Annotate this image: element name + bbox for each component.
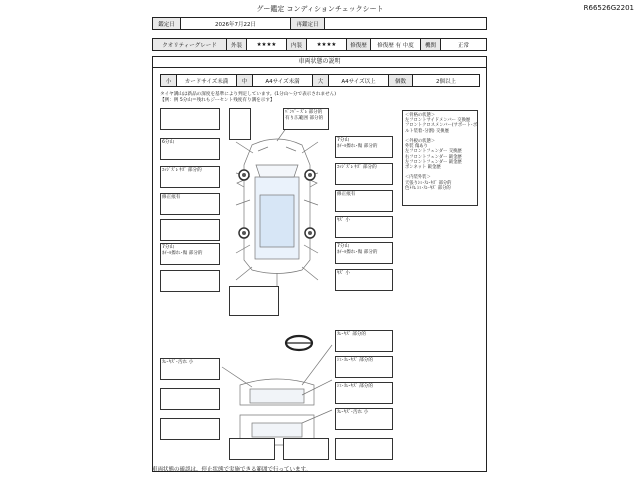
- left-top-box: [160, 108, 220, 130]
- interior-right-box-2: [335, 382, 393, 404]
- document-title: グー鑑定 コンディションチェックシート: [256, 5, 384, 13]
- size-large-label: 大: [313, 75, 329, 87]
- right-front-fender-label: ｴｯｼﾞｽﾞﾚ ｷｽﾞ 部分的: [337, 165, 377, 170]
- size-legend-table: [160, 74, 480, 87]
- right-repair-box: [335, 190, 393, 212]
- center-bottom-box: [283, 438, 329, 460]
- note-line: 左フロントフェンダー 交換歴: [405, 149, 462, 155]
- note-line: フロントクロスメンバー(サポート･ボ: [405, 123, 478, 129]
- right-front-tire-label-2: ﾎｲｰﾙ擦れ･傷 部分的: [337, 143, 378, 149]
- driver-seat-box: [160, 358, 220, 380]
- note-line: 右フロントフェンダー 鈑金歴: [405, 154, 462, 160]
- note-line: ルト装着･分割) 交換歴: [405, 128, 449, 134]
- left-rear-tire-box: [160, 243, 220, 265]
- size-medium-label: 中: [237, 75, 253, 87]
- condition-notes-box: [402, 110, 478, 206]
- interior-stars: ★★★★: [307, 39, 347, 51]
- note-line: ＜内装外装＞: [405, 175, 431, 181]
- repair-history-value: 修復歴 有 中度: [371, 39, 421, 51]
- interior-right-box-1: [335, 356, 393, 378]
- tire-note-1: タイヤ溝山は新品の深度を基準により判定しています。(1分山～分で表示されません): [160, 92, 337, 97]
- interior-right-label-2: ｼﾐ･ｽﾚ･ｷｽﾞ 部分的: [337, 384, 373, 389]
- left-front-fender-label: ｴｯｼﾞｽﾞﾚ ｷｽﾞ 部分的: [162, 168, 202, 173]
- repair-history-label: 修復歴: [347, 39, 371, 51]
- right-rear-quarter-label: ｷｽﾞ 小: [337, 271, 350, 276]
- right-door-label: ｷｽﾞ 小: [337, 218, 350, 223]
- note-line: ＜骨格の状態＞: [405, 113, 436, 118]
- note-line: 天張りｼﾐ･ｽﾚ･ｷｽﾞ 部分的: [405, 180, 452, 186]
- steering-box: [335, 330, 393, 352]
- left-front-corner-box: [229, 108, 251, 140]
- front-bumper-label-2: 有り広範囲 部分的: [285, 115, 324, 121]
- right-rear-quarter-box: [335, 269, 393, 291]
- interior-right-label-1: ｼﾐ･ｽﾚ･ｷｽﾞ 部分的: [337, 358, 373, 363]
- right-rear-tire-label-2: ﾎｲｰﾙ擦れ･傷 部分的: [337, 249, 378, 255]
- footer-note: 車両状態の確認は、停止状態で実施できる範囲で行っています。: [152, 467, 312, 473]
- left-front-fender-box: [160, 166, 220, 188]
- left-blank-box: [160, 219, 220, 241]
- exterior-stars: ★★★★: [247, 39, 287, 51]
- front-bumper-box: [283, 108, 329, 130]
- exterior-label: 外装: [227, 39, 247, 51]
- left-repair-label: 修正痕有: [162, 195, 181, 200]
- left-rear-tire-label-2: ﾎｲｰﾙ擦れ･傷 部分的: [162, 250, 203, 256]
- size-small-label: 小: [161, 75, 177, 87]
- rear-bumper-box: [229, 286, 279, 316]
- engine-value: 正常: [441, 39, 487, 51]
- left-repair-box: [160, 193, 220, 215]
- appraisal-date-value: 2026年7月22日: [181, 18, 291, 30]
- note-line: 左フロントフェンダー 鈑金歴: [405, 159, 462, 165]
- left-front-tire-label-1: 6分山: [162, 140, 175, 145]
- left-rear-tire-label-1: 7分山: [162, 245, 175, 250]
- steering-label: ｽﾚ･ｷｽﾞ 部分的: [337, 332, 367, 337]
- document-id: R66526G2201: [583, 4, 634, 12]
- note-line: 色ﾄﾘﾑ ｼﾐ･ｽﾚ･ｷｽﾞ 部分的: [405, 185, 451, 191]
- count-label: 個数: [389, 75, 413, 87]
- note-line: 左フロントサイドメンバー 交換歴: [405, 118, 471, 124]
- size-medium-desc: A4サイズ未満: [253, 75, 313, 87]
- right-front-tire-box: [335, 136, 393, 158]
- note-line: ボンネット 鈑金歴: [405, 165, 441, 171]
- right-rear-tire-box: [335, 242, 393, 264]
- appraisal-date-table: [152, 17, 487, 30]
- left-interior-box-2: [160, 418, 220, 440]
- note-line: ＜外板の状態＞: [405, 139, 436, 145]
- center-bottom-box-2: [229, 438, 275, 460]
- section-title: 車両状態の説明: [152, 56, 487, 68]
- interior-label: 内装: [287, 39, 307, 51]
- interior-right-label-3: ｽﾚ･ｷｽﾞ･汚れ 小: [337, 410, 369, 415]
- right-door-box: [335, 216, 393, 238]
- quality-grade-table: [152, 38, 487, 51]
- engine-label: 機関: [421, 39, 441, 51]
- reappraisal-date-label: 再鑑定日: [291, 18, 325, 30]
- note-line: 外装 傷あり: [405, 144, 428, 150]
- left-front-tire-box: [160, 138, 220, 160]
- driver-seat-label: ｽﾚ･ｷｽﾞ･汚れ 小: [162, 360, 194, 365]
- size-large-desc: A4サイズ以上: [329, 75, 389, 87]
- right-front-tire-label-1: 7分山: [337, 138, 350, 143]
- left-interior-box: [160, 388, 220, 410]
- front-bumper-label-1: ﾊﾞﾝﾊﾟｰ ｽﾞﾚ 部分的: [285, 110, 323, 115]
- right-front-fender-box: [335, 163, 393, 185]
- right-rear-tire-label-1: 7分山: [337, 244, 350, 249]
- quality-grade-label: クオリティーグレード: [153, 39, 227, 51]
- appraisal-date-label: 鑑定日: [153, 18, 181, 30]
- tire-note-2: 【例：例 5分山＝残れもジーセント残度有り溝を示す】: [160, 98, 275, 103]
- left-rear-blank-box: [160, 270, 220, 292]
- size-small-desc: カードサイズ未満: [177, 75, 237, 87]
- count-desc: 2個以上: [413, 75, 480, 87]
- interior-right-box-3: [335, 408, 393, 430]
- interior-right-box-4: [335, 438, 393, 460]
- right-repair-label: 修正痕有: [337, 192, 356, 197]
- reappraisal-date-value: [325, 18, 487, 30]
